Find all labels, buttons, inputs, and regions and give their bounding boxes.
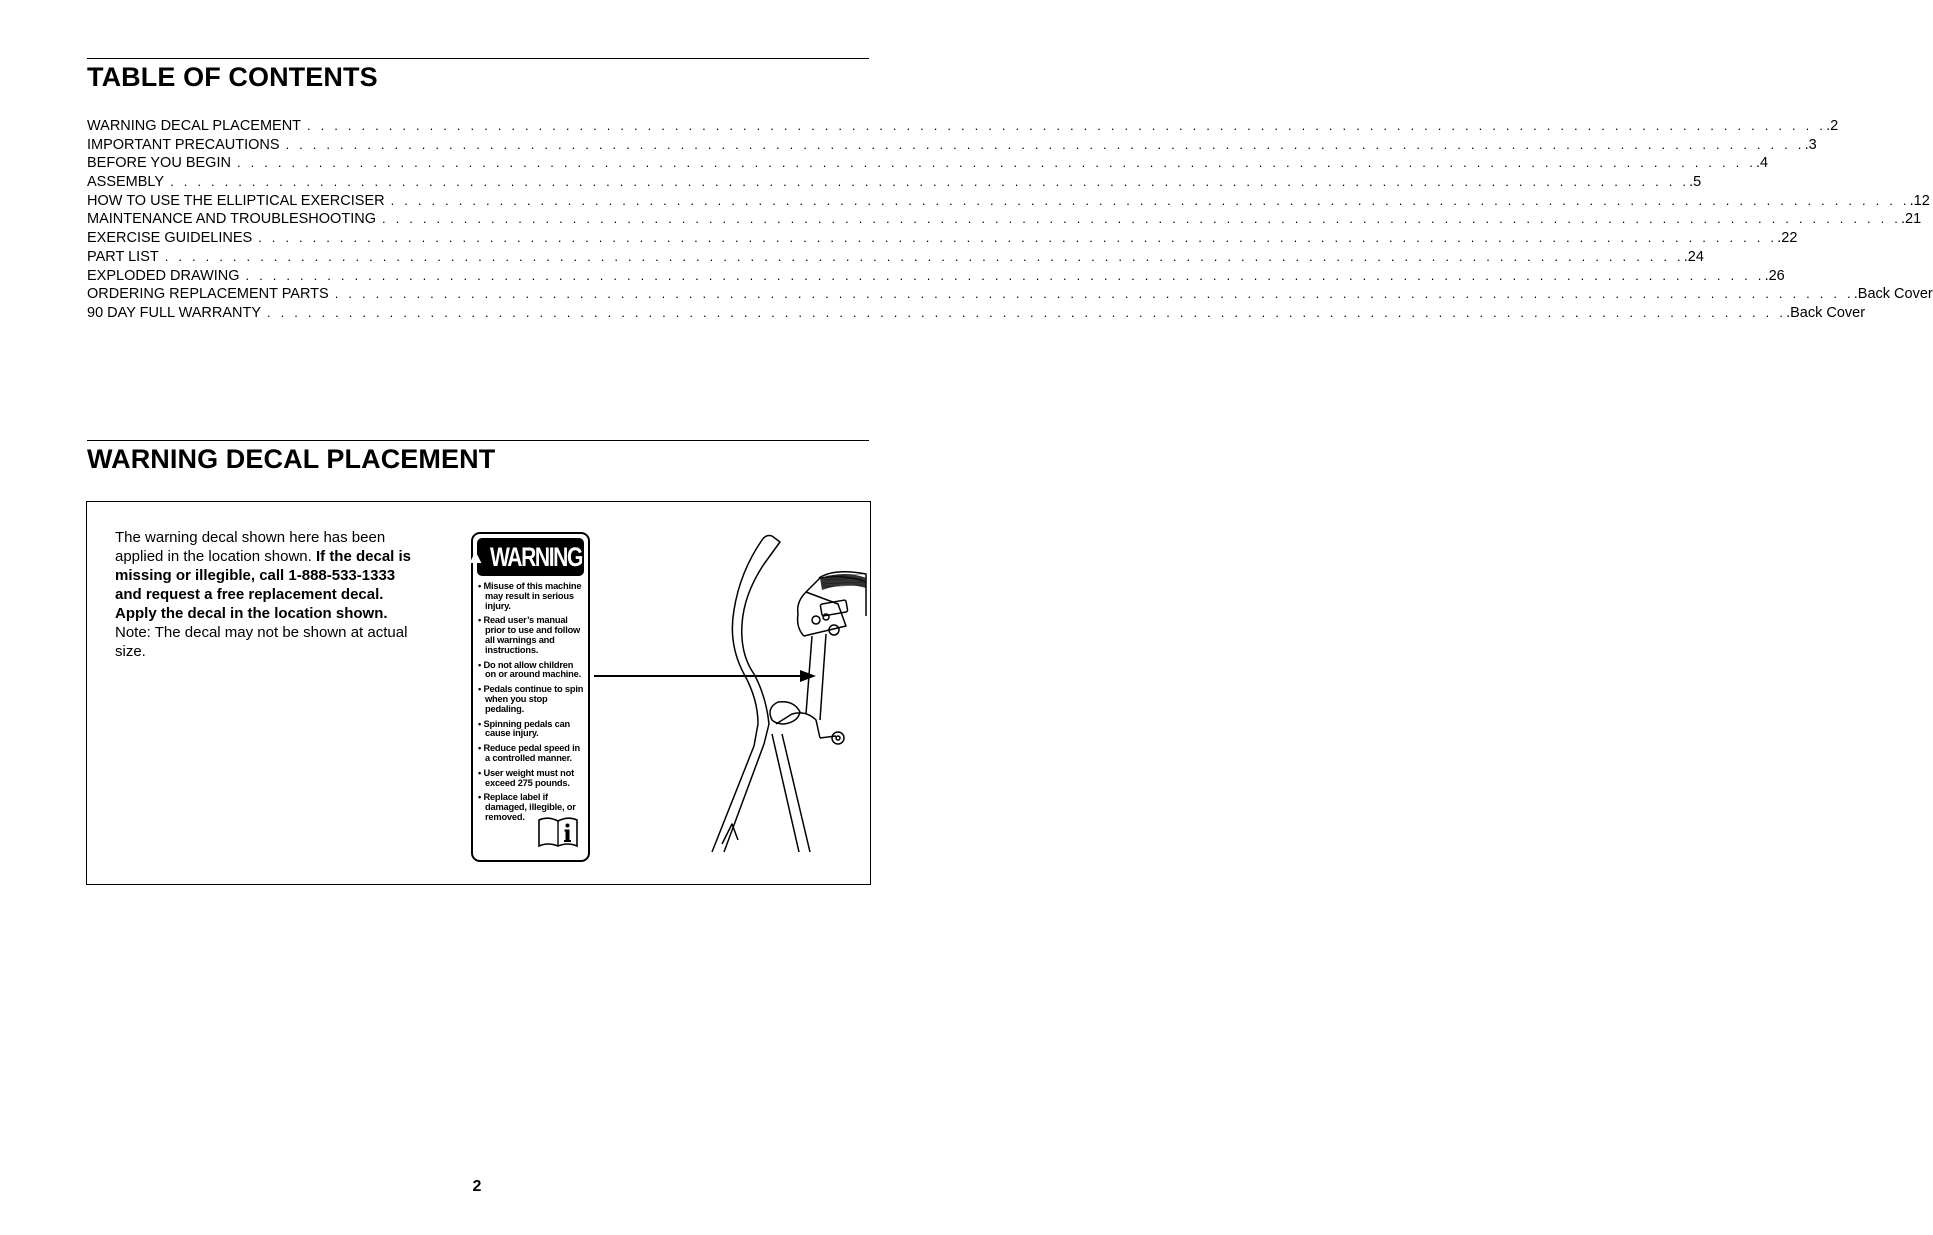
top-rule <box>87 58 869 59</box>
page-number: 2 <box>472 1178 482 1195</box>
section-rule <box>87 440 869 441</box>
toc-entry-page: .2 <box>1826 118 1839 134</box>
manual-info-icon <box>537 816 579 848</box>
warning-item: • Misuse of this machine may result in serious injury. <box>478 581 582 611</box>
toc-entry-title: IMPORTANT PRECAUTIONS <box>87 136 280 153</box>
warning-decal-title: WARNING <box>490 541 583 572</box>
toc-entry[interactable] <box>87 154 1769 173</box>
toc-entry-page: .12 <box>1909 192 1930 209</box>
toc-heading: TABLE OF CONTENTS <box>87 62 378 92</box>
toc-entry[interactable] <box>87 136 1817 155</box>
toc-entry-title: WARNING DECAL PLACEMENT <box>87 118 302 134</box>
toc-entry-page: .4 <box>1756 155 1769 172</box>
toc-entry-title: 90 DAY FULL WARRANTY <box>87 304 262 321</box>
warning-item: • Pedals continue to spin when you stop pedaling. <box>478 684 584 714</box>
toc-leader-dots: . . . . . . . . . . . . . . . . . . . . . . . . . . . . . . . . . . . . . . . . . . . . . . . . . . . . . . . . . . . . . . . . . . . . . . . . . . . . . . . . . . . . . . . . . . . . . . . . . . . . . . . . . . . . . . . . <box>390 192 1910 208</box>
toc-leader-dots: . . . . . . . . . . . . . . . . . . . . . . . . . . . . . . . . . . . . . . . . . . . . . . . . . . . . . . . . . . . . . . . . . . . . . . . . . . . . . . . . . . . . . . . . . . . . . . . . . . . . . . . . . . . . . . . . <box>334 286 1854 302</box>
toc-leader-dots: . . . . . . . . . . . . . . . . . . . . . . . . . . . . . . . . . . . . . . . . . . . . . . . . . . . . . . . . . . . . . . . . . . . . . . . . . . . . . . . . . . . . . . . . . . . . . . . . . . . . . . . . . . . . . . . . <box>164 248 1684 264</box>
toc-entry-page: .21 <box>1901 211 1922 228</box>
toc-entry[interactable] <box>87 304 1866 323</box>
warning-item: • Do not allow children on or around machine. <box>478 659 582 680</box>
toc-entry-page: .26 <box>1764 267 1785 284</box>
toc-entry[interactable] <box>87 229 1798 248</box>
warning-item: • Replace label if damaged, illegible, or removed. <box>478 792 576 822</box>
warning-item: • Reduce pedal speed in a controlled manner. <box>478 743 580 763</box>
toc-entry-page: .24 <box>1683 248 1704 265</box>
toc-leader-dots: . . . . . . . . . . . . . . . . . . . . . . . . . . . . . . . . . . . . . . . . . . . . . . . . . . . . . . . . . . . . . . . . . . . . . . . . . . . . . . . . . . . . . . . . . . . . . . . . . . . . . . . . . . . . . . . . <box>381 211 1902 227</box>
elliptical-machine-illustration <box>594 524 864 854</box>
toc-entry-page: .Back Cover <box>1786 304 1866 321</box>
table-of-contents <box>87 117 1933 323</box>
toc-leader-dots: . . . . . . . . . . . . . . . . . . . . . . . . . . . . . . . . . . . . . . . . . . . . . . . . . . . . . . . . . . . . . . . . . . . . . . . . . . . . . . . . . . . . . . . . . . . . . . . . . . . . . . . . . . . . . . . . <box>267 304 1787 320</box>
warning-item: • Read user’s manual prior to use and follow all warnings and instructions. <box>478 615 581 655</box>
toc-entry[interactable] <box>87 192 1930 211</box>
decal-text-intro: The warning decal shown here has been applied in the location shown. <box>115 529 386 565</box>
toc-leader-dots: . . . . . . . . . . . . . . . . . . . . . . . . . . . . . . . . . . . . . . . . . . . . . . . . . . . . . . . . . . . . . . . . . . . . . . . . . . . . . . . . . . . . . . . . . . . . . . . . . . . . . . . . . . . . . . . . <box>245 267 1765 283</box>
decal-description <box>115 528 425 661</box>
toc-entry-page: .5 <box>1689 174 1702 191</box>
warning-decal-header <box>465 538 584 576</box>
toc-entry-page: .22 <box>1777 230 1798 247</box>
toc-entry-title: EXERCISE GUIDELINES <box>87 230 253 247</box>
toc-entry[interactable] <box>87 210 1922 229</box>
decal-text-note: Note: The decal may not be shown at actual size. <box>115 624 408 660</box>
toc-entry-page: .Back Cover <box>1853 286 1933 303</box>
toc-entry-title: ASSEMBLY <box>87 174 165 191</box>
toc-entry-title: BEFORE YOU BEGIN <box>87 155 231 172</box>
toc-entry[interactable] <box>87 267 1785 286</box>
toc-entry[interactable] <box>87 248 1704 267</box>
toc-leader-dots: . . . . . . . . . . . . . . . . . . . . . . . . . . . . . . . . . . . . . . . . . . . . . . . . . . . . . . . . . . . . . . . . . . . . . . . . . . . . . . . . . . . . . . . . . . . . . . . . . . . . . . . . . . . . . . . . <box>285 136 1805 152</box>
toc-entry-title: EXPLODED DRAWING <box>87 267 240 284</box>
toc-entry[interactable] <box>87 285 1933 304</box>
toc-entry[interactable] <box>87 117 1839 136</box>
warning-triangle-icon: ▲ <box>465 545 486 568</box>
toc-entry-title: PART LIST <box>87 248 159 265</box>
toc-leader-dots: . . . . . . . . . . . . . . . . . . . . . . . . . . . . . . . . . . . . . . . . . . . . . . . . . . . . . . . . . . . . . . . . . . . . . . . . . . . . . . . . . . . . . . . . . . . . . . . . . . . . . . . . . . . . . . . . <box>170 174 1690 190</box>
warning-item: • Spinning pedals can cause injury. <box>478 718 571 739</box>
warning-decal-items <box>473 582 588 823</box>
toc-entry-title: ORDERING REPLACEMENT PARTS <box>87 286 329 303</box>
toc-entry[interactable] <box>87 173 1702 192</box>
toc-entry-title: MAINTENANCE AND TROUBLESHOOTING <box>87 211 376 228</box>
warning-decal <box>465 532 590 862</box>
toc-leader-dots: . . . . . . . . . . . . . . . . . . . . . . . . . . . . . . . . . . . . . . . . . . . . . . . . . . . . . . . . . . . . . . . . . . . . . . . . . . . . . . . . . . . . . . . . . . . . . . . . . . . . . . . . . . . . . . . . <box>307 118 1827 133</box>
decal-info-box <box>86 501 871 885</box>
toc-leader-dots: . . . . . . . . . . . . . . . . . . . . . . . . . . . . . . . . . . . . . . . . . . . . . . . . . . . . . . . . . . . . . . . . . . . . . . . . . . . . . . . . . . . . . . . . . . . . . . . . . . . . . . . . . . . . . . . . <box>236 155 1757 171</box>
toc-entry-title: HOW TO USE THE ELLIPTICAL EXERCISER <box>87 192 385 209</box>
decal-section-heading: WARNING DECAL PLACEMENT <box>87 444 496 474</box>
warning-item: • User weight must not exceed 275 pounds. <box>478 767 574 788</box>
decal-text-bold: If the decal is missing or illegible, call 1-888-533-1333 and request a free replacement decal. Apply the decal in the location shown. <box>115 548 412 622</box>
toc-entry-page: .3 <box>1804 136 1817 153</box>
toc-leader-dots: . . . . . . . . . . . . . . . . . . . . . . . . . . . . . . . . . . . . . . . . . . . . . . . . . . . . . . . . . . . . . . . . . . . . . . . . . . . . . . . . . . . . . . . . . . . . . . . . . . . . . . . . . . . . . . . . <box>258 230 1778 246</box>
